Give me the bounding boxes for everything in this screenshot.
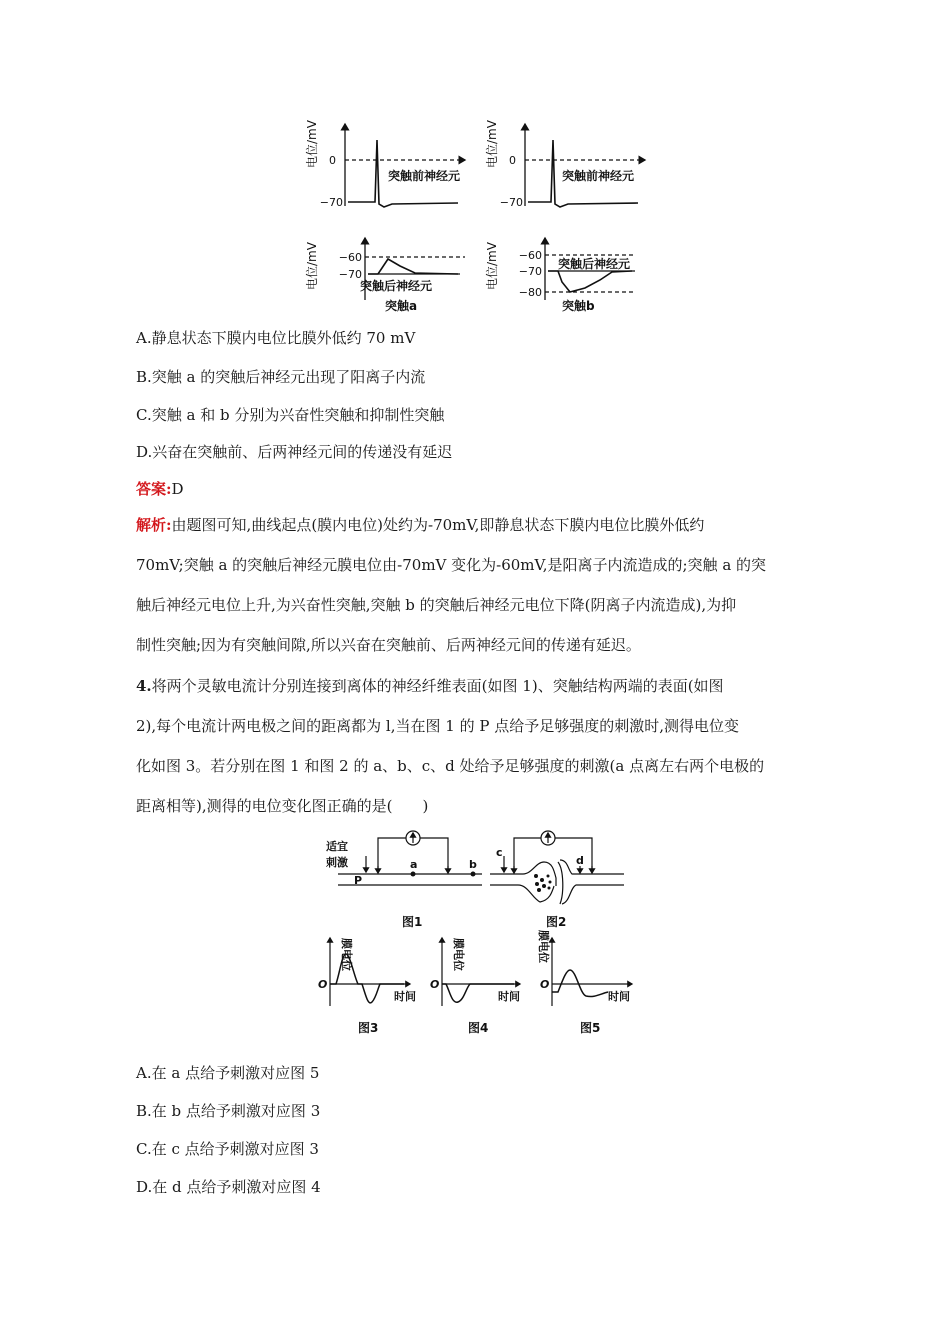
point-b: b — [469, 858, 477, 871]
presynaptic-label-right: 突触前神经元 — [562, 169, 635, 183]
q4-option-c: C.在 c 点给予刺激对应图 3 — [136, 1140, 319, 1158]
point-b-dot — [471, 872, 476, 877]
svg-text:−70: −70 — [518, 265, 542, 278]
q4-number: 4. — [136, 677, 152, 695]
caption-synapse-b: 突触b — [562, 299, 595, 313]
answer-label: 答案: — [136, 480, 172, 498]
svg-text:适宜: 适宜 — [326, 840, 348, 853]
svg-text:O: O — [318, 978, 328, 991]
svg-text:膜电位: 膜电位 — [452, 938, 465, 971]
ylabel-bottom-right: 电位/mV — [485, 242, 499, 290]
point-p: P — [354, 874, 363, 887]
q4-stem: 4.将两个灵敏电流计分别连接到离体的神经纤维表面(如图 1)、突触结构两端的表面(如图 2),每个电流计两电极之间的距离都为 l,当在图 1 的 P 点给予足够强度的刺激时,测得电位变 化如图 3。若分别在图 1 和图 2 的 a、b、c、d 处给予足够强度的刺激(a 点离左右两个电极的 距离相等),测得的电位变化图正确的是( ) — [136, 677, 765, 815]
svg-text:0: 0 — [329, 154, 336, 167]
presynaptic-label-left: 突触前神经元 — [388, 169, 461, 183]
galvanometer-figure — [318, 826, 638, 1040]
postsynaptic-label-b: 突触后神经元 — [558, 257, 631, 271]
postsynaptic-label-a: 突触后神经元 — [360, 279, 433, 293]
caption-synapse-a: 突触a — [385, 299, 418, 313]
svg-text:时间: 时间 — [608, 990, 630, 1003]
svg-text:−70: −70 — [319, 196, 343, 209]
svg-text:膜电位: 膜电位 — [537, 930, 550, 963]
caption-fig5: 图5 — [580, 1021, 601, 1035]
ylabel-bottom-left: 电位/mV — [305, 242, 319, 290]
point-d: d — [576, 854, 584, 867]
q3-answer — [136, 478, 184, 499]
q3-option-b: B.突触 a 的突触后神经元出现了阳离子内流 — [136, 368, 426, 386]
synapse-potential-figure — [300, 118, 650, 318]
svg-text:时间: 时间 — [498, 990, 520, 1003]
q3-option-a: A.静息状态下膜内电位比膜外低约 70 mV — [136, 329, 416, 347]
ylabel-top-right: 电位/mV — [485, 120, 499, 168]
analysis-label: 解析: — [136, 516, 172, 534]
trace-fig5 — [552, 970, 608, 997]
svg-text:时间: 时间 — [394, 990, 416, 1003]
caption-fig4: 图4 — [468, 1021, 489, 1035]
caption-fig1: 图1 — [402, 915, 423, 929]
svg-text:−60: −60 — [338, 251, 362, 264]
q3-analysis: 解析:由题图可知,曲线起点(膜内电位)处约为-70mV,即静息状态下膜内电位比膜外低约 70mV;突触 a 的突触后神经元膜电位由-70mV 变化为-60mV,是阳离子内流造成的;突触 a 的突 触后神经元电位上升,为兴奋性突触,突触 b 的突触后神经元电位下降(阴离子内流造成),为抑 制性突触;因为有突触间隙,所以兴奋在突触前、后两神经元间的传递有延迟。 — [136, 516, 767, 654]
svg-text:0: 0 — [509, 154, 516, 167]
q4-option-a: A.在 a 点给予刺激对应图 5 — [136, 1064, 320, 1082]
svg-text:−70: −70 — [338, 268, 362, 281]
answer-value: D — [171, 480, 184, 498]
svg-text:O: O — [430, 978, 440, 991]
ylabel-top-left: 电位/mV — [305, 120, 319, 168]
q4-option-b: B.在 b 点给予刺激对应图 3 — [136, 1102, 321, 1120]
point-c: c — [496, 846, 503, 859]
q3-option-c: C.突触 a 和 b 分别为兴奋性突触和抑制性突触 — [136, 406, 445, 424]
svg-text:−70: −70 — [499, 196, 523, 209]
q4-option-d: D.在 d 点给予刺激对应图 4 — [136, 1178, 321, 1196]
postsynaptic-trace-b — [548, 271, 632, 292]
point-a-dot — [411, 872, 416, 877]
svg-text:−80: −80 — [518, 286, 542, 299]
postsynaptic-trace-a — [368, 259, 458, 274]
caption-fig2: 图2 — [546, 915, 567, 929]
q3-option-d: D.兴奋在突触前、后两神经元间的传递没有延迟 — [136, 443, 453, 461]
svg-text:O: O — [540, 978, 550, 991]
caption-fig3: 图3 — [358, 1021, 379, 1035]
point-a: a — [410, 858, 418, 871]
svg-text:膜电位: 膜电位 — [340, 938, 353, 971]
svg-text:刺激: 刺激 — [326, 856, 348, 869]
svg-text:−60: −60 — [518, 249, 542, 262]
